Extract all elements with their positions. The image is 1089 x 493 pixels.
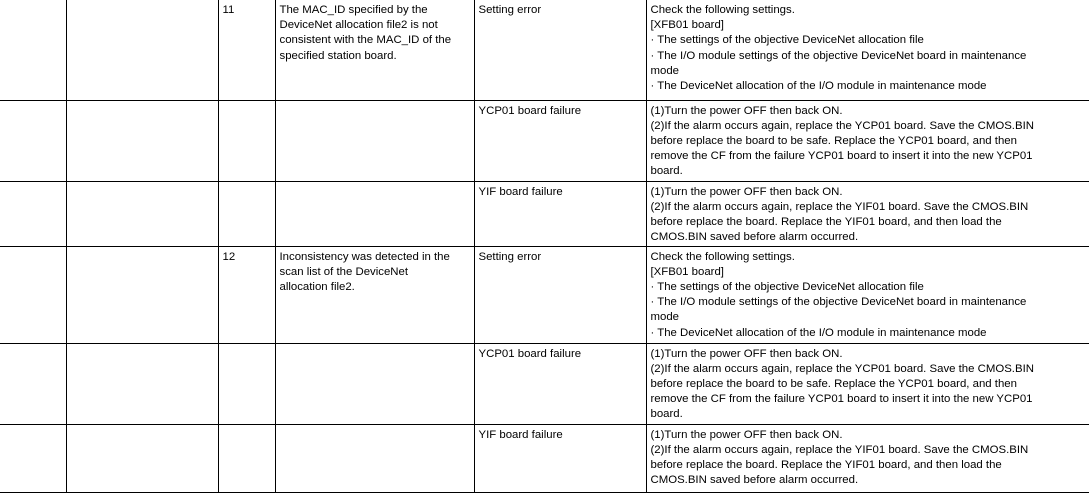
remedy-line: CMOS.BIN saved before alarm occurred.	[650, 474, 859, 487]
remedy-cell	[646, 0, 1089, 100]
cause-cell: YIF board failure	[474, 424, 646, 492]
sub-code-cell: 11	[218, 0, 275, 100]
empty-cell	[66, 246, 218, 343]
remedy-line: (2)If the alarm occurs again, replace the YIF01 board. Save the CMOS.BIN	[650, 200, 1029, 213]
remedy-line: (2)If the alarm occurs again, replace the YCP01 board. Save the CMOS.BIN	[650, 362, 1034, 375]
remedy-line: · The DeviceNet allocation of the I/O module in maintenance mode	[650, 80, 987, 93]
description-cell	[275, 0, 474, 100]
cause-cell: YCP01 board failure	[474, 343, 646, 424]
description-line: consistent with the MAC_ID of the	[279, 34, 452, 47]
remedy-line: (1)Turn the power OFF then back ON.	[650, 104, 843, 117]
remedy-cell	[646, 100, 1089, 181]
sub-code-cell	[218, 424, 275, 492]
empty-cell	[66, 100, 218, 181]
remedy-line: mode	[650, 64, 679, 77]
remedy-line: · The settings of the objective DeviceNet allocation file	[650, 280, 924, 293]
sub-code-cell	[218, 181, 275, 246]
empty-cell	[66, 424, 218, 492]
table-row	[0, 343, 1089, 424]
remedy-line: (1)Turn the power OFF then back ON.	[650, 347, 843, 360]
empty-cell	[0, 246, 66, 343]
remedy-line: remove the CF from the failure YCP01 board to insert it into the new YCP01	[650, 150, 1033, 163]
remedy-line: · The settings of the objective DeviceNet allocation file	[650, 34, 924, 47]
description-cell	[275, 181, 474, 246]
cause-cell: Setting error	[474, 0, 646, 100]
description-line: allocation file2.	[279, 280, 355, 293]
description-cell	[275, 100, 474, 181]
description-line: Inconsistency was detected in the	[279, 250, 450, 263]
empty-cell	[66, 181, 218, 246]
description-line: scan list of the DeviceNet	[279, 265, 409, 278]
table-row	[0, 181, 1089, 246]
table-row	[0, 0, 1089, 100]
remedy-line: board.	[650, 408, 683, 421]
empty-cell	[0, 424, 66, 492]
cause-cell: YIF board failure	[474, 181, 646, 246]
empty-cell	[0, 0, 66, 100]
table-row	[0, 100, 1089, 181]
empty-cell	[0, 100, 66, 181]
cause-cell: YCP01 board failure	[474, 100, 646, 181]
cause-cell: Setting error	[474, 246, 646, 343]
remedy-cell	[646, 181, 1089, 246]
description-cell	[275, 343, 474, 424]
remedy-line: · The DeviceNet allocation of the I/O module in maintenance mode	[650, 326, 987, 339]
remedy-line: (2)If the alarm occurs again, replace the YCP01 board. Save the CMOS.BIN	[650, 119, 1034, 132]
sub-code-cell: 12	[218, 246, 275, 343]
remedy-line: before replace the board to be safe. Replace the YCP01 board, and then	[650, 134, 1017, 147]
remedy-line: mode	[650, 311, 679, 324]
remedy-line: · The I/O module settings of the objective DeviceNet board in maintenance	[650, 296, 1027, 309]
remedy-line: · The I/O module settings of the objective DeviceNet board in maintenance	[650, 49, 1027, 62]
description-line: specified station board.	[279, 49, 397, 62]
sub-code-cell	[218, 100, 275, 181]
remedy-line: [XFB01 board]	[650, 19, 724, 32]
empty-cell	[66, 343, 218, 424]
remedy-line: [XFB01 board]	[650, 265, 724, 278]
remedy-line: remove the CF from the failure YCP01 board to insert it into the new YCP01	[650, 393, 1033, 406]
remedy-cell	[646, 246, 1089, 343]
empty-cell	[0, 181, 66, 246]
remedy-line: board.	[650, 165, 683, 178]
description-cell	[275, 246, 474, 343]
remedy-line: before replace the board. Replace the YIF01 board, and then load the	[650, 215, 1002, 228]
remedy-line: (1)Turn the power OFF then back ON.	[650, 428, 843, 441]
remedy-line: Check the following settings.	[650, 250, 795, 263]
remedy-cell	[646, 424, 1089, 492]
remedy-line: (2)If the alarm occurs again, replace the YIF01 board. Save the CMOS.BIN	[650, 443, 1029, 456]
description-line: The MAC_ID specified by the	[279, 4, 428, 16]
description-cell	[275, 424, 474, 492]
remedy-line: before replace the board. Replace the YIF01 board, and then load the	[650, 458, 1002, 471]
description-line: DeviceNet allocation file2 is not	[279, 19, 438, 32]
remedy-line: Check the following settings.	[650, 4, 795, 16]
remedy-cell	[646, 343, 1089, 424]
empty-cell	[66, 0, 218, 100]
sub-code-cell	[218, 343, 275, 424]
remedy-line: (1)Turn the power OFF then back ON.	[650, 185, 843, 198]
remedy-line: before replace the board to be safe. Replace the YCP01 board, and then	[650, 377, 1017, 390]
empty-cell	[0, 343, 66, 424]
table-row	[0, 424, 1089, 492]
remedy-line: CMOS.BIN saved before alarm occurred.	[650, 231, 859, 244]
table-row	[0, 246, 1089, 343]
